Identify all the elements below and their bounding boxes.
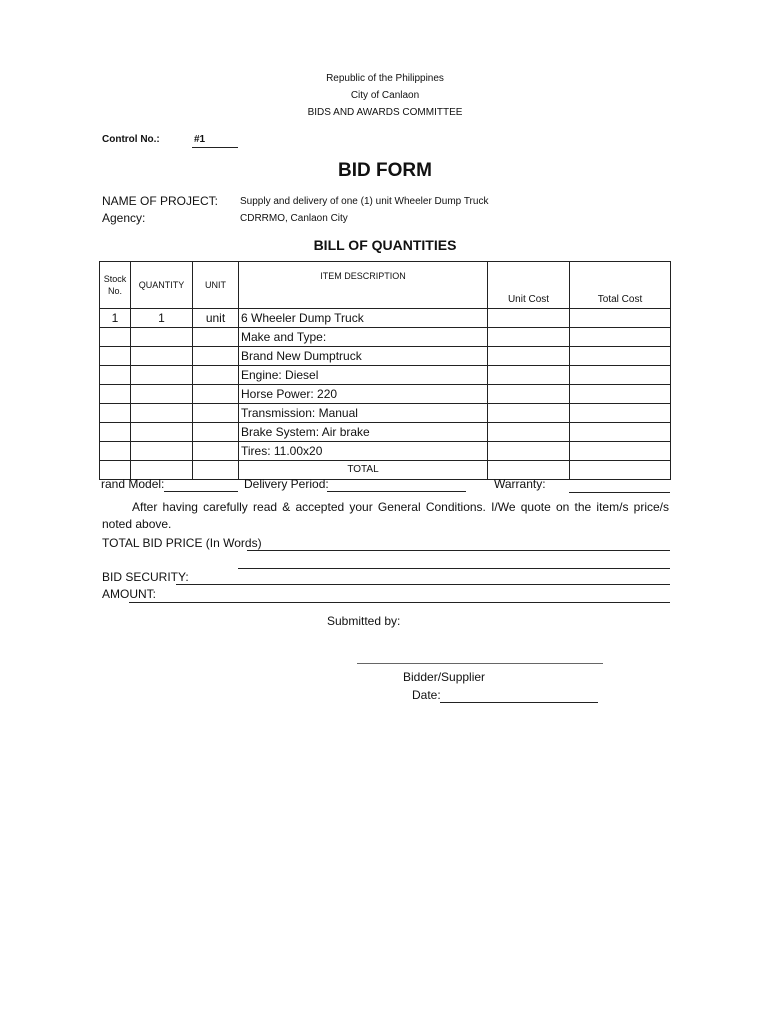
cell-unit-cost[interactable] xyxy=(488,366,570,385)
cell-stock xyxy=(100,404,131,423)
col-item-description: ITEM DESCRIPTION xyxy=(239,262,488,309)
cell-total-cost[interactable] xyxy=(570,404,671,423)
total-bid-price-field-line2[interactable] xyxy=(238,568,670,569)
cell-desc: 6 Wheeler Dump Truck xyxy=(239,309,488,328)
cell-desc: Tires: 11.00x20 xyxy=(239,442,488,461)
cell-total-cost[interactable] xyxy=(570,423,671,442)
total-bid-price-label: TOTAL BID PRICE (In Words) xyxy=(102,536,262,550)
bill-of-quantities-table xyxy=(99,261,671,480)
cell-total-cost[interactable] xyxy=(570,328,671,347)
header-city: City of Canlaon xyxy=(350,90,420,101)
brand-model-label: rand Model: xyxy=(101,477,165,491)
control-underline xyxy=(192,147,238,148)
brand-model-field[interactable] xyxy=(164,491,238,492)
cell-desc: Horse Power: 220 xyxy=(239,385,488,404)
table-row xyxy=(100,442,671,461)
cell-unit-cost[interactable] xyxy=(488,404,570,423)
cell-unit: unit xyxy=(193,309,239,328)
cell-qty xyxy=(131,366,193,385)
table-row xyxy=(100,309,671,328)
total-row xyxy=(100,461,671,480)
cell-qty xyxy=(131,442,193,461)
submitted-by-label: Submitted by: xyxy=(327,614,401,628)
cell-unit xyxy=(193,442,239,461)
cell-desc: Engine: Diesel xyxy=(239,366,488,385)
project-name-value: Supply and delivery of one (1) unit Wheeler Dump Truck xyxy=(240,196,489,207)
cell-unit-cost[interactable] xyxy=(488,385,570,404)
table-row xyxy=(100,404,671,423)
project-name-label: NAME OF PROJECT: xyxy=(102,194,219,208)
cell-stock xyxy=(100,385,131,404)
delivery-period-field[interactable] xyxy=(327,491,466,492)
col-stock-no: Stock No. xyxy=(100,262,131,309)
cell-stock xyxy=(100,347,131,366)
cell-qty xyxy=(131,328,193,347)
table-row xyxy=(100,366,671,385)
amount-label: AMOUNT: xyxy=(102,587,156,601)
col-total-cost: Total Cost xyxy=(570,262,671,309)
warranty-field[interactable] xyxy=(569,492,670,493)
date-field[interactable] xyxy=(440,702,598,703)
cell-total-cost[interactable] xyxy=(570,366,671,385)
col-unit: UNIT xyxy=(193,262,239,309)
cell-stock xyxy=(100,423,131,442)
cell-unit-cost[interactable] xyxy=(488,328,570,347)
total-bid-price-field[interactable] xyxy=(247,550,670,551)
cell-desc: Brand New Dumptruck xyxy=(239,347,488,366)
cell-stock: 1 xyxy=(100,309,131,328)
bid-security-field[interactable] xyxy=(176,584,670,585)
cell-qty xyxy=(131,404,193,423)
cell-unit-cost[interactable] xyxy=(488,442,570,461)
cell-unit xyxy=(193,366,239,385)
col-quantity: QUANTITY xyxy=(131,262,193,309)
signature-line[interactable] xyxy=(357,663,603,664)
cell-qty xyxy=(131,347,193,366)
col-unit-cost: Unit Cost xyxy=(488,262,570,309)
amount-field[interactable] xyxy=(129,602,670,603)
cell-unit-cost[interactable] xyxy=(488,347,570,366)
cell-total-cost[interactable] xyxy=(570,461,671,480)
bidder-supplier-label: Bidder/Supplier xyxy=(403,670,486,684)
cell-unit-cost[interactable] xyxy=(488,309,570,328)
agency-label: Agency: xyxy=(102,211,146,225)
cell-qty: 1 xyxy=(131,309,193,328)
cell-qty xyxy=(131,385,193,404)
cell-total-cost[interactable] xyxy=(570,309,671,328)
delivery-period-label: Delivery Period: xyxy=(244,477,329,491)
cell-unit-cost[interactable] xyxy=(488,423,570,442)
header-committee: BIDS AND AWARDS COMMITTEE xyxy=(307,107,463,118)
cell-total-cost[interactable] xyxy=(570,442,671,461)
control-label: Control No.: xyxy=(102,134,160,145)
cell-desc: Brake System: Air brake xyxy=(239,423,488,442)
cell-stock xyxy=(100,328,131,347)
cell-stock xyxy=(100,442,131,461)
table-row xyxy=(100,385,671,404)
total-label: TOTAL xyxy=(239,461,488,480)
table-row xyxy=(100,423,671,442)
table-header-row xyxy=(100,262,671,309)
cell-unit xyxy=(193,328,239,347)
cell-unit xyxy=(193,423,239,442)
cell-desc: Transmission: Manual xyxy=(239,404,488,423)
page-title: BID FORM xyxy=(338,160,432,181)
cell-unit xyxy=(193,404,239,423)
cell-total-cost[interactable] xyxy=(570,385,671,404)
agency-value: CDRRMO, Canlaon City xyxy=(240,213,348,224)
table-row xyxy=(100,347,671,366)
cell-unit xyxy=(193,385,239,404)
warranty-label: Warranty: xyxy=(494,477,546,491)
cell-stock xyxy=(100,366,131,385)
control-value: #1 xyxy=(194,134,206,145)
date-label: Date: xyxy=(412,688,441,702)
boq-title: BILL OF QUANTITIES xyxy=(313,237,457,253)
cell-unit xyxy=(193,347,239,366)
bid-security-label: BID SECURITY: xyxy=(102,570,189,584)
acceptance-statement: After having carefully read & accepted your General Conditions. I/We quote on the item/s price/s noted above. xyxy=(102,500,669,531)
cell-desc: Make and Type: xyxy=(239,328,488,347)
cell-total-cost[interactable] xyxy=(570,347,671,366)
cell-unit xyxy=(193,461,239,480)
table-row xyxy=(100,328,671,347)
header-country: Republic of the Philippines xyxy=(326,73,444,84)
cell-qty xyxy=(131,423,193,442)
